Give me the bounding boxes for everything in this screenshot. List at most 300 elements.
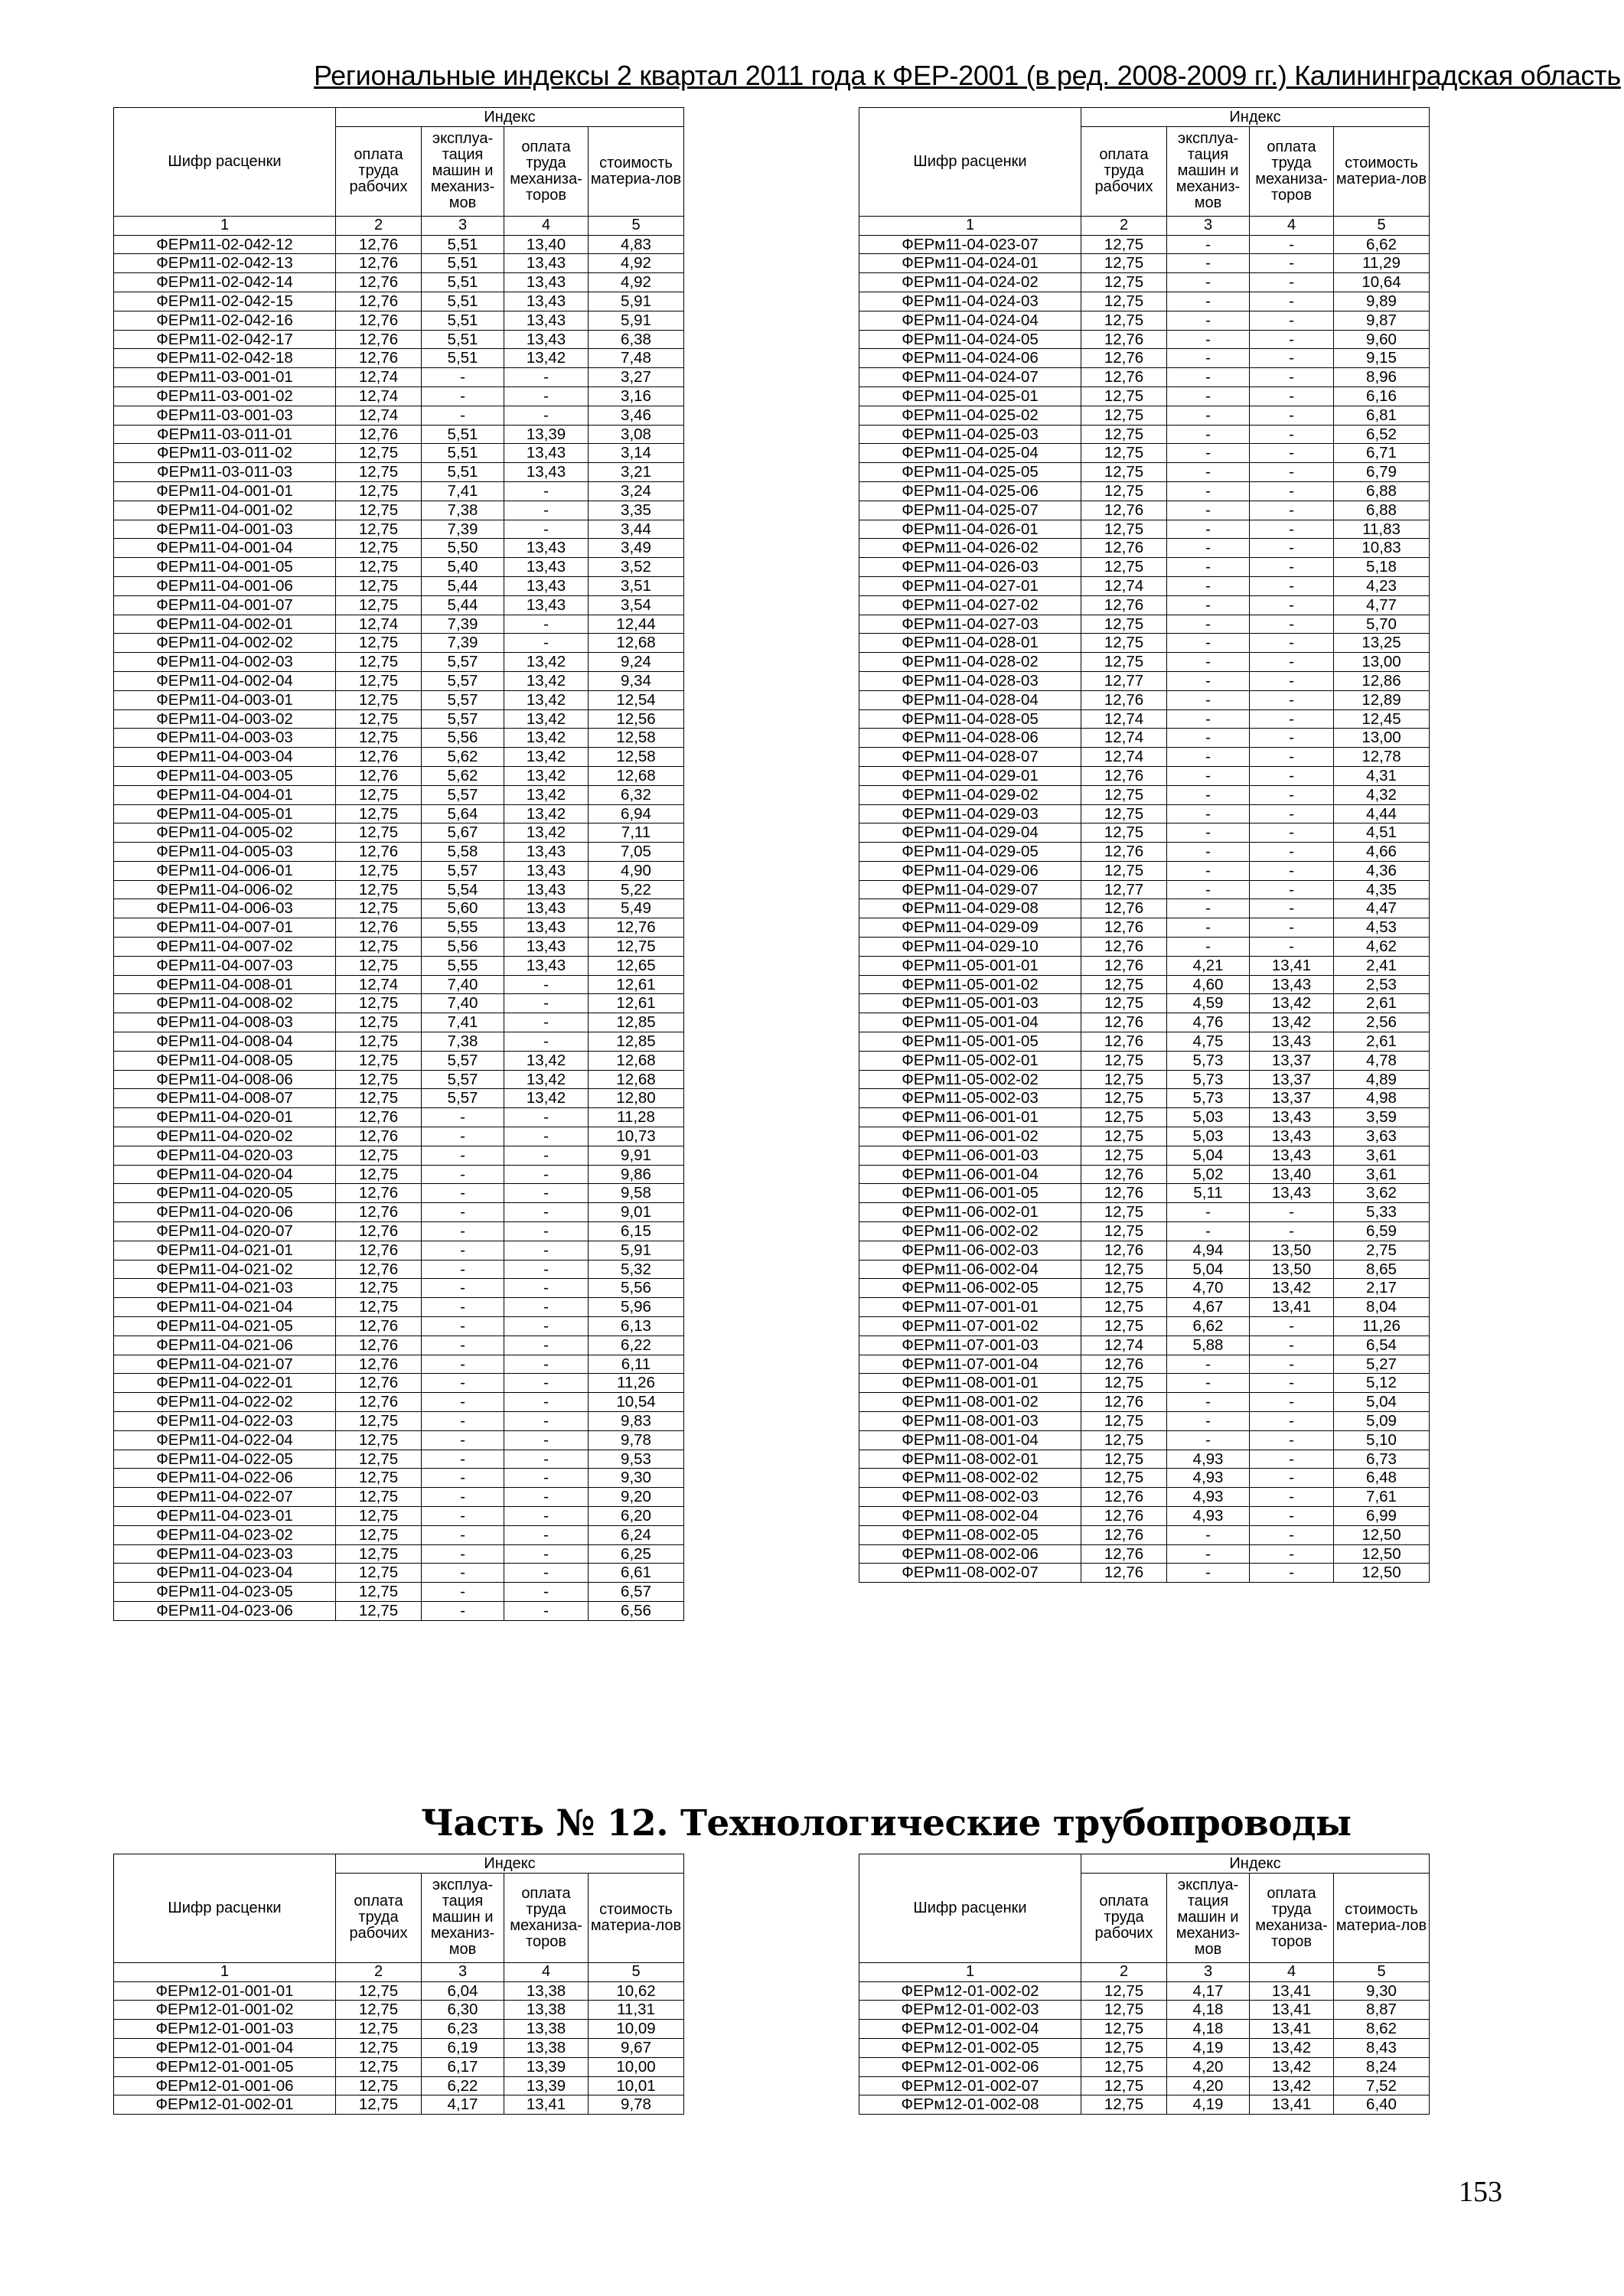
table-row bbox=[114, 1013, 684, 1032]
index-value-cell: 12,75 bbox=[1081, 1412, 1167, 1431]
rate-code-cell: ФЕРм11-04-029-05 bbox=[859, 843, 1081, 862]
rate-code-cell: ФЕРм11-04-001-01 bbox=[114, 481, 336, 501]
index-value-cell: 9,01 bbox=[589, 1203, 684, 1222]
index-value-cell: 5,04 bbox=[1167, 1260, 1250, 1279]
index-value-cell: 12,75 bbox=[336, 690, 422, 709]
index-value-cell: 13,43 bbox=[1250, 975, 1334, 994]
column-number: 3 bbox=[422, 1962, 504, 1981]
table-row bbox=[859, 1051, 1430, 1070]
index-value-cell: 5,09 bbox=[1334, 1412, 1430, 1431]
rate-code-cell: ФЕРм12-01-002-01 bbox=[114, 2095, 336, 2115]
index-value-cell: 12,75 bbox=[336, 481, 422, 501]
index-value-cell: 13,43 bbox=[1250, 1127, 1334, 1146]
rate-code-cell: ФЕРм12-01-002-03 bbox=[859, 2001, 1081, 2020]
column-header-index: Индекс bbox=[336, 1854, 684, 1874]
rate-code-cell: ФЕРм11-04-028-03 bbox=[859, 671, 1081, 690]
index-value-cell: 5,51 bbox=[422, 463, 504, 482]
index-value-cell: - bbox=[1167, 690, 1250, 709]
index-value-cell: - bbox=[1167, 1412, 1250, 1431]
index-value-cell: 5,57 bbox=[422, 709, 504, 729]
table-row bbox=[114, 956, 684, 975]
rate-code-cell: ФЕРм11-06-002-05 bbox=[859, 1279, 1081, 1298]
index-value-cell: 12,75 bbox=[336, 1450, 422, 1469]
index-value-cell: 12,75 bbox=[336, 539, 422, 558]
index-value-cell: - bbox=[422, 1583, 504, 1602]
index-value-cell: 10,62 bbox=[589, 1981, 684, 2001]
index-value-cell: - bbox=[1250, 481, 1334, 501]
index-value-cell: - bbox=[1167, 292, 1250, 311]
index-value-cell: 12,44 bbox=[589, 615, 684, 634]
index-value-cell: - bbox=[504, 1488, 589, 1507]
rate-code-cell: ФЕРм11-04-024-01 bbox=[859, 254, 1081, 273]
index-value-cell: 12,76 bbox=[1081, 899, 1167, 918]
table-row bbox=[114, 766, 684, 785]
index-value-cell: 12,75 bbox=[336, 653, 422, 672]
index-value-cell: - bbox=[1250, 918, 1334, 938]
column-number: 1 bbox=[859, 216, 1081, 235]
table-row bbox=[114, 2095, 684, 2115]
index-table-top-right bbox=[859, 107, 1430, 1583]
index-value-cell: - bbox=[1250, 1203, 1334, 1222]
index-value-cell: 9,53 bbox=[589, 1450, 684, 1469]
index-value-cell: 8,24 bbox=[1334, 2057, 1430, 2076]
index-value-cell: 9,67 bbox=[589, 2038, 684, 2057]
index-value-cell: 10,09 bbox=[589, 2020, 684, 2039]
index-value-cell: - bbox=[504, 1298, 589, 1317]
index-value-cell: 4,92 bbox=[589, 273, 684, 292]
table-row bbox=[859, 444, 1430, 463]
index-value-cell: 4,18 bbox=[1167, 2020, 1250, 2039]
index-value-cell: - bbox=[422, 1488, 504, 1507]
column-number: 1 bbox=[114, 1962, 336, 1981]
index-value-cell: 11,26 bbox=[589, 1374, 684, 1393]
rate-code-cell: ФЕРм11-04-020-07 bbox=[114, 1222, 336, 1241]
index-value-cell: 9,24 bbox=[589, 653, 684, 672]
index-value-cell: 12,75 bbox=[1081, 1127, 1167, 1146]
index-value-cell: - bbox=[504, 994, 589, 1013]
index-value-cell: 13,43 bbox=[504, 463, 589, 482]
rate-code-cell: ФЕРм11-04-001-04 bbox=[114, 539, 336, 558]
rate-code-cell: ФЕРм11-04-024-06 bbox=[859, 349, 1081, 368]
table-row bbox=[114, 1488, 684, 1507]
index-value-cell: 10,00 bbox=[589, 2057, 684, 2076]
rate-code-cell: ФЕРм11-04-026-02 bbox=[859, 539, 1081, 558]
index-value-cell: - bbox=[422, 1279, 504, 1298]
table-row bbox=[859, 1564, 1430, 1583]
table-row bbox=[114, 1032, 684, 1052]
index-value-cell: 8,65 bbox=[1334, 1260, 1430, 1279]
table-row bbox=[859, 406, 1430, 425]
index-value-cell: - bbox=[1167, 539, 1250, 558]
index-value-cell: 4,21 bbox=[1167, 956, 1250, 975]
rate-code-cell: ФЕРм11-08-002-01 bbox=[859, 1450, 1081, 1469]
index-value-cell: - bbox=[1250, 1450, 1334, 1469]
index-value-cell: - bbox=[1167, 1393, 1250, 1412]
index-value-cell: 6,22 bbox=[422, 2076, 504, 2095]
index-value-cell: 12,75 bbox=[336, 1981, 422, 2001]
index-value-cell: 4,92 bbox=[589, 254, 684, 273]
rate-code-cell: ФЕРм11-04-023-02 bbox=[114, 1525, 336, 1544]
index-value-cell: - bbox=[1167, 766, 1250, 785]
index-value-cell: 12,75 bbox=[336, 1070, 422, 1089]
index-value-cell: 5,50 bbox=[422, 539, 504, 558]
index-value-cell: 6,79 bbox=[1334, 463, 1430, 482]
index-value-cell: 13,41 bbox=[1250, 1981, 1334, 2001]
index-value-cell: 12,76 bbox=[336, 1222, 422, 1241]
rate-code-cell: ФЕРм12-01-002-08 bbox=[859, 2095, 1081, 2115]
index-value-cell: - bbox=[1250, 729, 1334, 748]
index-value-cell: 4,90 bbox=[589, 861, 684, 880]
index-value-cell: 6,71 bbox=[1334, 444, 1430, 463]
index-value-cell: 12,75 bbox=[1081, 273, 1167, 292]
index-value-cell: 13,43 bbox=[504, 539, 589, 558]
index-value-cell: 4,75 bbox=[1167, 1032, 1250, 1052]
index-value-cell: 12,75 bbox=[1081, 1222, 1167, 1241]
index-value-cell: - bbox=[1250, 273, 1334, 292]
table-row bbox=[859, 748, 1430, 767]
index-value-cell: 4,53 bbox=[1334, 918, 1430, 938]
index-value-cell: 6,15 bbox=[589, 1222, 684, 1241]
index-value-cell: - bbox=[1167, 1525, 1250, 1544]
rate-code-cell: ФЕРм12-01-001-06 bbox=[114, 2076, 336, 2095]
index-value-cell: - bbox=[1167, 653, 1250, 672]
rate-code-cell: ФЕРм11-03-011-03 bbox=[114, 463, 336, 482]
column-number: 3 bbox=[422, 216, 504, 235]
rate-code-cell: ФЕРм11-04-005-01 bbox=[114, 804, 336, 823]
index-value-cell: - bbox=[1167, 368, 1250, 387]
table-row bbox=[859, 1260, 1430, 1279]
index-value-cell: 4,67 bbox=[1167, 1298, 1250, 1317]
rate-code-cell: ФЕРм11-04-003-05 bbox=[114, 766, 336, 785]
index-value-cell: 7,41 bbox=[422, 481, 504, 501]
column-number: 4 bbox=[504, 1962, 589, 1981]
index-value-cell: - bbox=[422, 1355, 504, 1374]
table-row bbox=[114, 292, 684, 311]
index-value-cell: - bbox=[504, 1506, 589, 1525]
column-header-mech-labor: оплата труда механиза-торов bbox=[504, 126, 589, 216]
index-value-cell: 13,43 bbox=[504, 311, 589, 330]
table-row bbox=[114, 861, 684, 880]
index-value-cell: 7,61 bbox=[1334, 1488, 1430, 1507]
index-value-cell: 13,00 bbox=[1334, 729, 1430, 748]
index-value-cell: - bbox=[422, 1241, 504, 1260]
index-value-cell: 4,19 bbox=[1167, 2095, 1250, 2115]
index-value-cell: 12,68 bbox=[589, 1070, 684, 1089]
index-table-bottom-left bbox=[113, 1854, 684, 2115]
index-value-cell: 12,75 bbox=[1081, 406, 1167, 425]
rate-code-cell: ФЕРм11-06-002-02 bbox=[859, 1222, 1081, 1241]
index-value-cell: - bbox=[1250, 1506, 1334, 1525]
table-row bbox=[859, 558, 1430, 577]
table-row bbox=[114, 444, 684, 463]
index-value-cell: 13,42 bbox=[504, 785, 589, 804]
index-value-cell: - bbox=[1167, 501, 1250, 520]
index-value-cell: 12,76 bbox=[336, 425, 422, 444]
table-row bbox=[859, 595, 1430, 615]
index-value-cell: 12,75 bbox=[1081, 823, 1167, 843]
index-value-cell: 4,17 bbox=[422, 2095, 504, 2115]
index-value-cell: 12,77 bbox=[1081, 671, 1167, 690]
index-value-cell: 13,43 bbox=[504, 292, 589, 311]
rate-code-cell: ФЕРм11-05-001-02 bbox=[859, 975, 1081, 994]
index-value-cell: - bbox=[1167, 330, 1250, 349]
index-value-cell: 12,75 bbox=[1081, 1317, 1167, 1336]
index-value-cell: - bbox=[504, 1412, 589, 1431]
table-row bbox=[859, 463, 1430, 482]
rate-code-cell: ФЕРм11-04-021-07 bbox=[114, 1355, 336, 1374]
index-value-cell: 5,51 bbox=[422, 425, 504, 444]
index-value-cell: - bbox=[504, 1165, 589, 1184]
index-value-cell: 12,75 bbox=[336, 444, 422, 463]
table-row bbox=[859, 1393, 1430, 1412]
rate-code-cell: ФЕРм11-06-001-05 bbox=[859, 1184, 1081, 1203]
index-value-cell: - bbox=[1167, 1430, 1250, 1450]
table-row bbox=[859, 975, 1430, 994]
index-value-cell: - bbox=[1167, 595, 1250, 615]
index-value-cell: 12,50 bbox=[1334, 1564, 1430, 1583]
index-value-cell: 12,76 bbox=[1081, 1564, 1167, 1583]
index-value-cell: - bbox=[504, 368, 589, 387]
index-value-cell: 5,70 bbox=[1334, 615, 1430, 634]
index-value-cell: 11,83 bbox=[1334, 520, 1430, 539]
index-value-cell: - bbox=[1167, 481, 1250, 501]
index-value-cell: 12,74 bbox=[336, 368, 422, 387]
index-value-cell: - bbox=[422, 406, 504, 425]
index-value-cell: 7,38 bbox=[422, 1032, 504, 1052]
index-value-cell: 13,41 bbox=[1250, 2020, 1334, 2039]
index-value-cell: 13,41 bbox=[504, 2095, 589, 2115]
table-row bbox=[859, 1544, 1430, 1564]
index-value-cell: 6,20 bbox=[589, 1506, 684, 1525]
rate-code-cell: ФЕРм11-04-024-02 bbox=[859, 273, 1081, 292]
index-value-cell: 13,42 bbox=[504, 804, 589, 823]
index-value-cell: - bbox=[1250, 899, 1334, 918]
column-number: 4 bbox=[504, 216, 589, 235]
index-value-cell: 13,41 bbox=[1250, 956, 1334, 975]
index-value-cell: 5,64 bbox=[422, 804, 504, 823]
index-value-cell: 12,76 bbox=[336, 311, 422, 330]
table-row bbox=[114, 386, 684, 406]
rate-code-cell: ФЕРм11-08-001-01 bbox=[859, 1374, 1081, 1393]
index-value-cell: 4,62 bbox=[1334, 938, 1430, 957]
table-row bbox=[114, 823, 684, 843]
index-value-cell: - bbox=[422, 1184, 504, 1203]
index-value-cell: - bbox=[504, 1583, 589, 1602]
index-value-cell: 6,40 bbox=[1334, 2095, 1430, 2115]
index-value-cell: 4,59 bbox=[1167, 994, 1250, 1013]
index-value-cell: - bbox=[1250, 1355, 1334, 1374]
index-value-cell: 12,75 bbox=[336, 861, 422, 880]
index-value-cell: 9,83 bbox=[589, 1412, 684, 1431]
index-value-cell: 10,54 bbox=[589, 1393, 684, 1412]
column-number: 4 bbox=[1250, 216, 1334, 235]
rate-code-cell: ФЕРм11-04-001-06 bbox=[114, 576, 336, 595]
index-value-cell: - bbox=[504, 1450, 589, 1469]
index-value-cell: - bbox=[422, 1203, 504, 1222]
rate-code-cell: ФЕРм11-04-029-09 bbox=[859, 918, 1081, 938]
index-value-cell: - bbox=[1250, 823, 1334, 843]
table-row bbox=[859, 1469, 1430, 1488]
rate-code-cell: ФЕРм11-06-001-03 bbox=[859, 1146, 1081, 1165]
index-value-cell: 13,43 bbox=[504, 880, 589, 899]
index-value-cell: - bbox=[504, 1564, 589, 1583]
rate-code-cell: ФЕРм11-04-028-04 bbox=[859, 690, 1081, 709]
table-row bbox=[859, 2076, 1430, 2095]
index-value-cell: 6,59 bbox=[1334, 1222, 1430, 1241]
index-value-cell: 13,42 bbox=[504, 349, 589, 368]
index-value-cell: 4,19 bbox=[1167, 2038, 1250, 2057]
index-value-cell: 9,89 bbox=[1334, 292, 1430, 311]
rate-code-cell: ФЕРм11-04-005-03 bbox=[114, 843, 336, 862]
index-value-cell: - bbox=[422, 1525, 504, 1544]
index-value-cell: 12,86 bbox=[1334, 671, 1430, 690]
rate-code-cell: ФЕРм11-04-008-03 bbox=[114, 1013, 336, 1032]
column-number: 2 bbox=[1081, 1962, 1167, 1981]
index-value-cell: 13,42 bbox=[504, 729, 589, 748]
index-value-cell: 4,78 bbox=[1334, 1051, 1430, 1070]
index-value-cell: 12,75 bbox=[1081, 1374, 1167, 1393]
index-value-cell: 13,42 bbox=[504, 1070, 589, 1089]
index-value-cell: 12,75 bbox=[1081, 1051, 1167, 1070]
rate-code-cell: ФЕРм11-08-002-07 bbox=[859, 1564, 1081, 1583]
index-value-cell: - bbox=[504, 634, 589, 653]
index-value-cell: 12,75 bbox=[1081, 1146, 1167, 1165]
index-value-cell: 13,37 bbox=[1250, 1089, 1334, 1108]
rate-code-cell: ФЕРм11-02-042-15 bbox=[114, 292, 336, 311]
index-value-cell: 13,42 bbox=[504, 690, 589, 709]
index-value-cell: 5,18 bbox=[1334, 558, 1430, 577]
rate-code-cell: ФЕРм11-05-002-02 bbox=[859, 1070, 1081, 1089]
index-value-cell: 12,76 bbox=[336, 1336, 422, 1355]
table-row bbox=[859, 1241, 1430, 1260]
rate-code-cell: ФЕРм11-04-026-01 bbox=[859, 520, 1081, 539]
index-value-cell: 9,91 bbox=[589, 1146, 684, 1165]
index-value-cell: 7,39 bbox=[422, 615, 504, 634]
index-value-cell: - bbox=[1167, 558, 1250, 577]
index-value-cell: 12,74 bbox=[336, 615, 422, 634]
rate-code-cell: ФЕРм11-08-001-02 bbox=[859, 1393, 1081, 1412]
table-row bbox=[859, 1336, 1430, 1355]
rate-code-cell: ФЕРм11-04-007-01 bbox=[114, 918, 336, 938]
index-value-cell: 12,75 bbox=[336, 595, 422, 615]
index-value-cell: 12,76 bbox=[1081, 330, 1167, 349]
index-value-cell: 12,76 bbox=[1081, 918, 1167, 938]
table-row bbox=[859, 481, 1430, 501]
index-value-cell: 5,44 bbox=[422, 576, 504, 595]
column-header-index: Индекс bbox=[1081, 1854, 1430, 1874]
index-value-cell: 12,75 bbox=[336, 1469, 422, 1488]
table-row bbox=[114, 1089, 684, 1108]
table-row bbox=[859, 615, 1430, 634]
rate-code-cell: ФЕРм11-04-024-07 bbox=[859, 368, 1081, 387]
rate-code-cell: ФЕРм11-04-008-06 bbox=[114, 1070, 336, 1089]
index-value-cell: 12,75 bbox=[336, 729, 422, 748]
index-value-cell: - bbox=[1167, 406, 1250, 425]
index-value-cell: 12,76 bbox=[1081, 1165, 1167, 1184]
index-value-cell: 12,75 bbox=[1081, 1070, 1167, 1089]
index-value-cell: - bbox=[1167, 576, 1250, 595]
index-value-cell: 12,75 bbox=[336, 956, 422, 975]
table-row bbox=[114, 1393, 684, 1412]
index-value-cell: - bbox=[1250, 861, 1334, 880]
rate-code-cell: ФЕРм11-04-023-05 bbox=[114, 1583, 336, 1602]
index-value-cell: 12,76 bbox=[1081, 1355, 1167, 1374]
index-value-cell: 12,75 bbox=[589, 938, 684, 957]
index-value-cell: - bbox=[1250, 785, 1334, 804]
table-row bbox=[114, 520, 684, 539]
index-value-cell: - bbox=[1250, 766, 1334, 785]
index-value-cell: 12,78 bbox=[1334, 748, 1430, 767]
table-row bbox=[859, 1222, 1430, 1241]
index-value-cell: 6,52 bbox=[1334, 425, 1430, 444]
index-value-cell: 4,93 bbox=[1167, 1488, 1250, 1507]
table-row bbox=[859, 2057, 1430, 2076]
rate-code-cell: ФЕРм11-04-027-01 bbox=[859, 576, 1081, 595]
rate-code-cell: ФЕРм11-08-002-02 bbox=[859, 1469, 1081, 1488]
table-row bbox=[859, 501, 1430, 520]
rate-code-cell: ФЕРм11-04-008-07 bbox=[114, 1089, 336, 1108]
index-value-cell: 6,11 bbox=[589, 1355, 684, 1374]
table-row bbox=[114, 1336, 684, 1355]
index-value-cell: 4,83 bbox=[589, 235, 684, 254]
index-value-cell: 6,38 bbox=[589, 330, 684, 349]
index-value-cell: - bbox=[1167, 1544, 1250, 1564]
rate-code-cell: ФЕРм11-08-001-04 bbox=[859, 1430, 1081, 1450]
rate-code-cell: ФЕРм11-04-026-03 bbox=[859, 558, 1081, 577]
index-value-cell: - bbox=[1250, 311, 1334, 330]
index-value-cell: 5,51 bbox=[422, 444, 504, 463]
index-value-cell: 3,54 bbox=[589, 595, 684, 615]
table-row bbox=[114, 576, 684, 595]
table-row bbox=[114, 1070, 684, 1089]
table-row bbox=[859, 1488, 1430, 1507]
rate-code-cell: ФЕРм11-04-021-02 bbox=[114, 1260, 336, 1279]
index-value-cell: - bbox=[1250, 1374, 1334, 1393]
rate-code-cell: ФЕРм11-08-001-03 bbox=[859, 1412, 1081, 1431]
index-value-cell: 12,50 bbox=[1334, 1544, 1430, 1564]
index-value-cell: - bbox=[422, 386, 504, 406]
index-value-cell: 4,47 bbox=[1334, 899, 1430, 918]
index-value-cell: 3,24 bbox=[589, 481, 684, 501]
table-row bbox=[859, 671, 1430, 690]
index-value-cell: 12,75 bbox=[336, 1506, 422, 1525]
index-value-cell: - bbox=[422, 368, 504, 387]
table-row bbox=[859, 292, 1430, 311]
index-value-cell: - bbox=[1250, 501, 1334, 520]
index-value-cell: - bbox=[1167, 899, 1250, 918]
table-row bbox=[114, 1298, 684, 1317]
section-title: Часть № 12. Технологические трубопроводы bbox=[421, 1802, 1352, 1844]
index-value-cell: 6,13 bbox=[589, 1317, 684, 1336]
index-value-cell: - bbox=[422, 1108, 504, 1127]
index-value-cell: 12,75 bbox=[336, 558, 422, 577]
index-value-cell: 13,50 bbox=[1250, 1241, 1334, 1260]
index-value-cell: 12,56 bbox=[589, 709, 684, 729]
table-row bbox=[114, 1051, 684, 1070]
index-value-cell: - bbox=[1250, 349, 1334, 368]
rate-code-cell: ФЕРм11-04-007-03 bbox=[114, 956, 336, 975]
index-value-cell: 2,41 bbox=[1334, 956, 1430, 975]
rate-code-cell: ФЕРм12-01-002-05 bbox=[859, 2038, 1081, 2057]
index-value-cell: - bbox=[1250, 368, 1334, 387]
table-row bbox=[859, 311, 1430, 330]
index-value-cell: 12,75 bbox=[336, 880, 422, 899]
rate-code-cell: ФЕРм11-04-029-03 bbox=[859, 804, 1081, 823]
index-value-cell: 12,75 bbox=[1081, 292, 1167, 311]
rate-code-cell: ФЕРм11-04-028-01 bbox=[859, 634, 1081, 653]
index-value-cell: 12,75 bbox=[1081, 386, 1167, 406]
table-row bbox=[114, 1355, 684, 1374]
